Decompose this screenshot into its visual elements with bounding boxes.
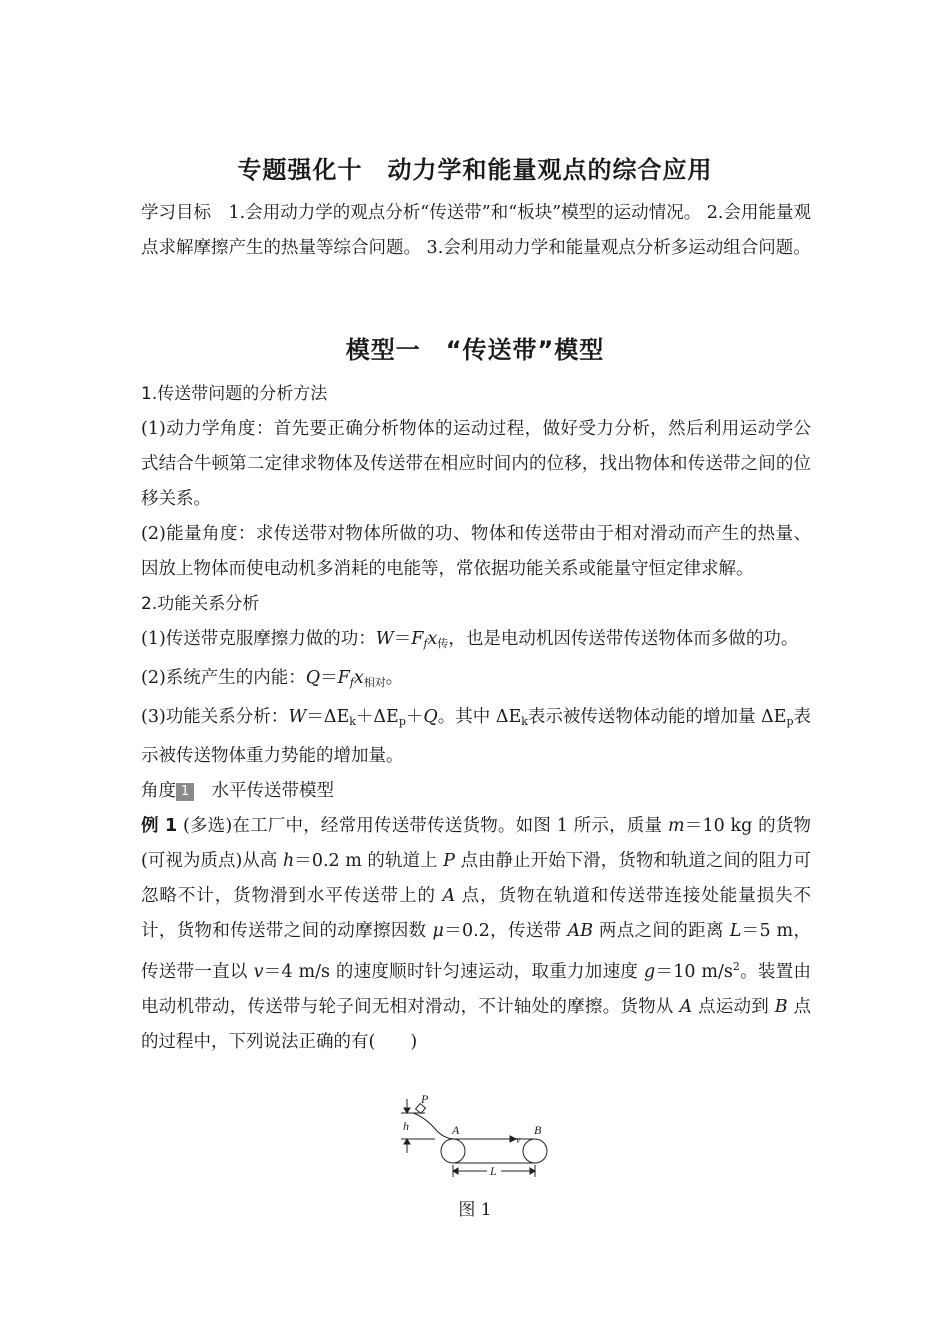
learning-objectives: [141, 196, 811, 266]
part2-item-1: (1)传送带克服摩擦力做的功：$W=F_fx_传$，也是电动机因传送带传送物体而多做的功。: [141, 629, 799, 650]
label-P: P: [421, 1095, 429, 1106]
label-h: h: [403, 1119, 409, 1133]
right-pulley: [523, 1139, 547, 1163]
ramp-track: [413, 1113, 455, 1139]
example-1: 例 1 (多选)在工厂中，经常用传送带传送货物。如图 1 所示，质量 m＝10 kg 的货物(可视为质点)从高 h＝0.2 m 的轨道上 P 点由静止开始下滑，货物和轨道之间的阻力可忽略不计，货物滑到水平传送带上的 A 点，货物在轨道和传送带连接处能量损失不计，货物和传送带之间的动摩擦因数 μ＝0.2，传送带 AB 两点之间的距离 L＝5 m，传送带一直以 v＝4 m/s 的速度顺时针匀速运动，取重力加速度 g＝10 $m/s^2$。装置由电动机带动，传送带与轮子间无相对滑动，不计轴处的摩擦。货物从 A 点运动到 B 点的过程中，下列说法正确的有( ): [141, 816, 812, 1052]
figure-caption: 图 1: [458, 1200, 492, 1220]
part2-item-2: (2)系统产生的内能：$Q=F_fx_{相对}$。: [141, 668, 404, 689]
objectives-label: 学习目标: [141, 203, 212, 223]
page-title: 专题强化十 动力学和能量观点的综合应用: [237, 156, 713, 184]
label-v: v: [516, 1135, 521, 1146]
section-body: [141, 377, 811, 1060]
angle-heading: 角度 1 水平传送带模型: [141, 781, 334, 801]
label-B: B: [534, 1123, 542, 1137]
label-A: A: [452, 1123, 460, 1137]
part2-item-3: (3)功能关系分析：$W=\Delta E_k+\Delta E_p+Q$。其中 $\Delta E_k$表示被传送物体动能的增加量 $\Delta E_p$表示被传送物体重力势能的增加量。: [141, 707, 811, 766]
part1-paragraph-1: (1)动力学角度：首先要正确分析物体的运动过程，做好受力分析，然后利用运动学公式结合牛顿第二定律求物体及传送带在相应时间内的位移，找出物体和传送带之间的位移关系。: [141, 419, 811, 509]
objectives-text: 1.会用动力学的观点分析“传送带”和“板块”模型的运动情况。 2.会用能量观点求解摩擦产生的热量等综合问题。 3.会利用动力学和能量观点分析多运动组合问题。: [141, 203, 812, 258]
multi-select-tag: (多选): [182, 816, 233, 836]
part1-paragraph-2: (2)能量角度：求传送带对物体所做的功、物体和传送带由于相对滑动而产生的热量、因放上物体而使电动机多消耗的电能等，常依据功能关系或能量守恒定律求解。: [141, 524, 811, 579]
left-pulley: [441, 1139, 465, 1163]
conveyor-belt-figure: [395, 1095, 555, 1185]
example-label: 例 1: [141, 816, 178, 836]
part1-heading: 1.传送带问题的分析方法: [141, 384, 328, 404]
angle-number-badge: 1: [176, 783, 194, 801]
section-title: 模型一 “传送带”模型: [345, 336, 605, 364]
label-L: L: [490, 1164, 497, 1178]
part2-heading: 2.功能关系分析: [141, 594, 260, 614]
